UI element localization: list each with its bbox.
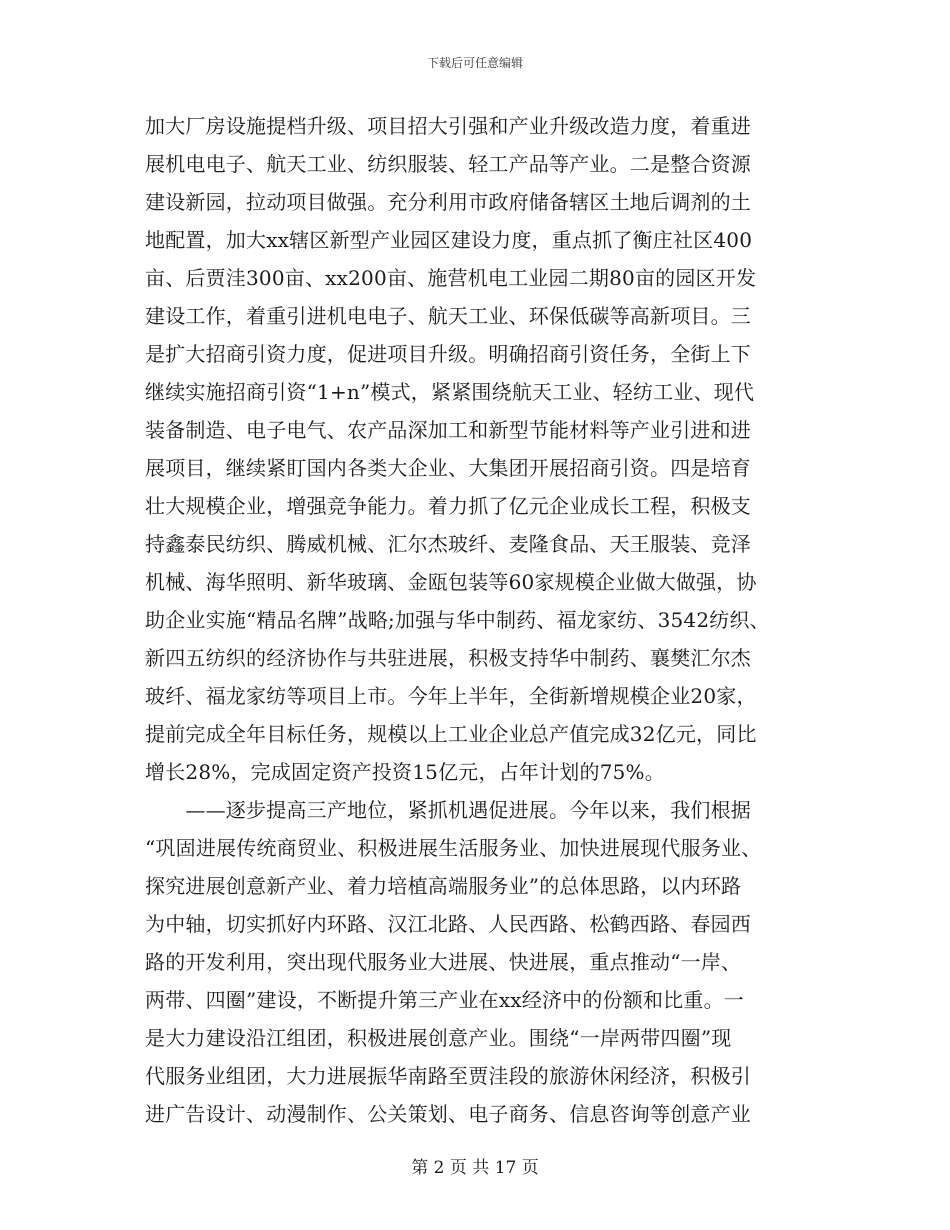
document-body bbox=[145, 107, 815, 1133]
page-header: 下载后可任意编辑 bbox=[426, 56, 523, 70]
body-line: 建设新园，拉动项目做强。充分利用市政府储备辖区土地后调剂的土 bbox=[145, 190, 751, 214]
body-line: 机械、海华照明、新华玻璃、金瓯包装等60家规模企业做大做强，协 bbox=[145, 570, 757, 594]
body-line: 为中轴，切实抓好内环路、汉江北路、人民西路、松鹤西路、春园西 bbox=[145, 912, 751, 936]
body-line: 代服务业组团，大力进展振华南路至贾洼段的旅游休闲经济，积极引 bbox=[145, 1064, 751, 1088]
body-line: 新四五纺织的经济协作与共驻进展，积极支持华中制药、襄樊汇尔杰 bbox=[145, 646, 751, 670]
body-line: 亩、后贾洼300亩、xx200亩、施营机电工业园二期80亩的园区开发 bbox=[145, 266, 757, 290]
body-line: ——逐步提高三产地位，紧抓机遇促进展。今年以来，我们根据 bbox=[145, 798, 751, 822]
body-line: 持鑫泰民纺织、腾威机械、汇尔杰玻纤、麦隆食品、天王服装、竞泽 bbox=[145, 532, 751, 556]
body-line: 展机电电子、航天工业、纺织服装、轻工产品等产业。二是整合资源 bbox=[145, 152, 751, 176]
body-line: 建设工作，着重引进机电电子、航天工业、环保低碳等高新项目。三 bbox=[145, 304, 751, 328]
body-line: 地配置，加大xx辖区新型产业园区建设力度，重点抓了衡庄社区400 bbox=[145, 228, 753, 252]
body-line: 增长28%，完成固定资产投资15亿元，占年计划的75%。 bbox=[145, 760, 665, 784]
body-line: 壮大规模企业，增强竞争能力。着力抓了亿元企业成长工程，积极支 bbox=[145, 494, 751, 518]
body-line: 是扩大招商引资力度，促进项目升级。明确招商引资任务，全街上下 bbox=[145, 342, 751, 366]
body-line: 加大厂房设施提档升级、项目招大引强和产业升级改造力度，着重进 bbox=[145, 114, 751, 138]
body-line: 路的开发利用，突出现代服务业大进展、快进展，重点推动“一岸、 bbox=[145, 950, 742, 974]
body-line: 探究进展创意新产业、着力培植高端服务业”的总体思路，以内环路 bbox=[145, 874, 742, 898]
body-line: 助企业实施“精品名牌”战略;加强与华中制药、福龙家纺、3542纺织、 bbox=[145, 608, 770, 632]
body-line: 两带、四圈”建设，不断提升第三产业在xx经济中的份额和比重。一 bbox=[145, 988, 744, 1012]
body-line: 装备制造、电子电气、农产品深加工和新型节能材料等产业引进和进 bbox=[145, 418, 751, 442]
body-line: “巩固进展传统商贸业、积极进展生活服务业、加快进展现代服务业、 bbox=[145, 836, 762, 860]
body-line: 进广告设计、动漫制作、公关策划、电子商务、信息咨询等创意产业 bbox=[145, 1102, 751, 1126]
body-line: 继续实施招商引资“1+n”模式，紧紧围绕航天工业、轻纺工业、现代 bbox=[145, 380, 755, 404]
page-footer: 第 2 页 共 17 页 bbox=[411, 1158, 539, 1178]
body-line: 提前完成全年目标任务，规模以上工业企业总产值完成32亿元，同比 bbox=[145, 722, 757, 746]
body-line: 玻纤、福龙家纺等项目上市。今年上半年，全街新增规模企业20家， bbox=[145, 684, 757, 708]
body-line: 展项目，继续紧盯国内各类大企业、大集团开展招商引资。四是培育 bbox=[145, 456, 751, 480]
body-line: 是大力建设沿江组团，积极进展创意产业。围绕“一岸两带四圈”现 bbox=[145, 1026, 732, 1050]
